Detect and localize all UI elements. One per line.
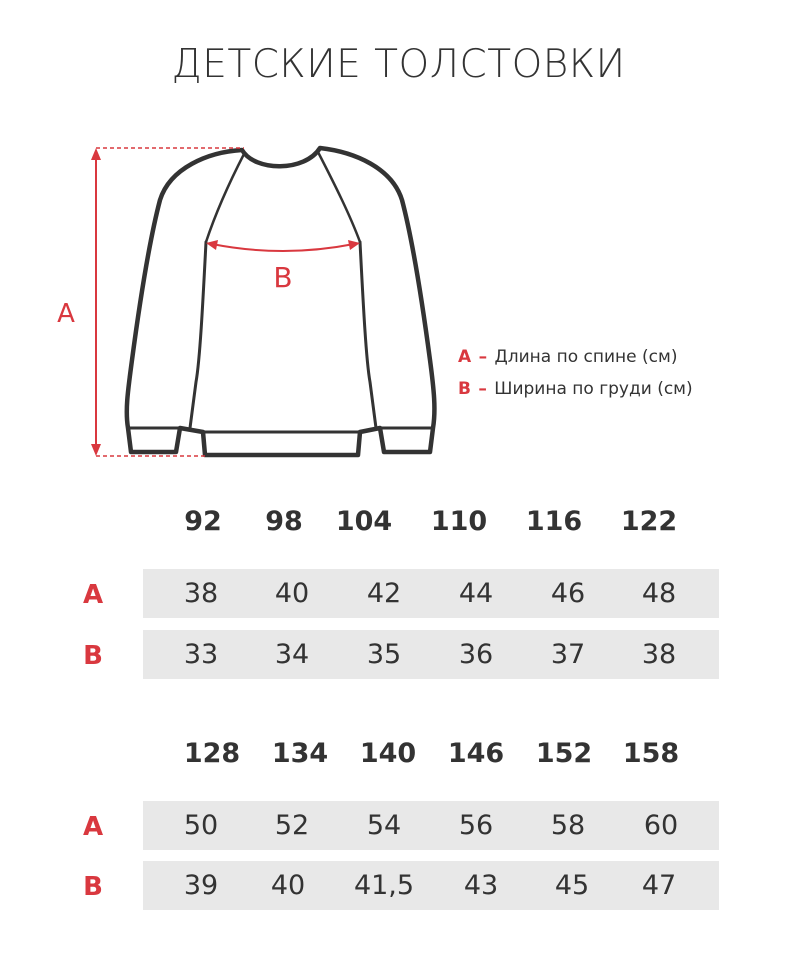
measurement-b [206,240,360,294]
table-cell: 52 [274,810,310,841]
row-key-b: B [83,872,103,902]
size-cell: 116 [525,506,583,537]
row-key-b: B [83,641,103,671]
size-header-row [143,738,719,774]
measurement-a [57,148,244,456]
table-row [143,569,719,618]
table-cell: 39 [183,870,219,901]
table-cell: 45 [554,870,590,901]
table-cell: 38 [641,639,677,670]
table-cell: 60 [643,810,679,841]
table-cell: 47 [641,870,677,901]
size-cell: 140 [359,738,417,769]
size-cell: 92 [184,506,222,537]
table-cell: 36 [458,639,494,670]
size-cell: 98 [265,506,303,537]
table-cell: 33 [183,639,219,670]
legend-a-key: A [458,347,472,367]
table-cell: 44 [458,578,494,609]
table-row [143,801,719,850]
table-cell: 38 [183,578,219,609]
legend-a-text: Длина по спине (см) [494,347,678,367]
legend-a [458,347,677,367]
table-cell: 34 [274,639,310,670]
table-cell: 40 [270,870,306,901]
table-cell: 46 [550,578,586,609]
table-cell: 42 [366,578,402,609]
label-a: A [57,299,75,329]
table-cell: 50 [183,810,219,841]
table-cell: 58 [550,810,586,841]
legend-a-dash: – [478,347,488,367]
table-cell: 35 [366,639,402,670]
table-cell: 56 [458,810,494,841]
size-header-row [143,506,719,542]
label-b: B [273,261,293,294]
size-cell: 146 [447,738,505,769]
size-cell: 152 [535,738,593,769]
table-cell: 41,5 [353,870,415,901]
size-cell: 158 [622,738,680,769]
legend-b-text: Ширина по груди (см) [494,379,693,399]
size-cell: 104 [335,506,393,537]
size-cell: 110 [430,506,488,537]
table-row [143,630,719,679]
row-key-a: A [82,812,104,842]
table-cell: 54 [366,810,402,841]
size-cell: 122 [620,506,678,537]
legend-b-dash: – [478,379,487,399]
table-cell: 48 [641,578,677,609]
row-key-a: A [82,580,104,610]
table-cell: 43 [463,870,499,901]
sweatshirt-outline [127,148,435,455]
legend-b [458,379,693,399]
legend-b-key: B [458,379,471,399]
size-cell: 128 [183,738,241,769]
size-cell: 134 [271,738,329,769]
page-title: ДЕТСКИЕ ТОЛСТОВКИ [171,42,626,87]
table-row [143,861,719,910]
table-cell: 40 [274,578,310,609]
table-cell: 37 [550,639,586,670]
